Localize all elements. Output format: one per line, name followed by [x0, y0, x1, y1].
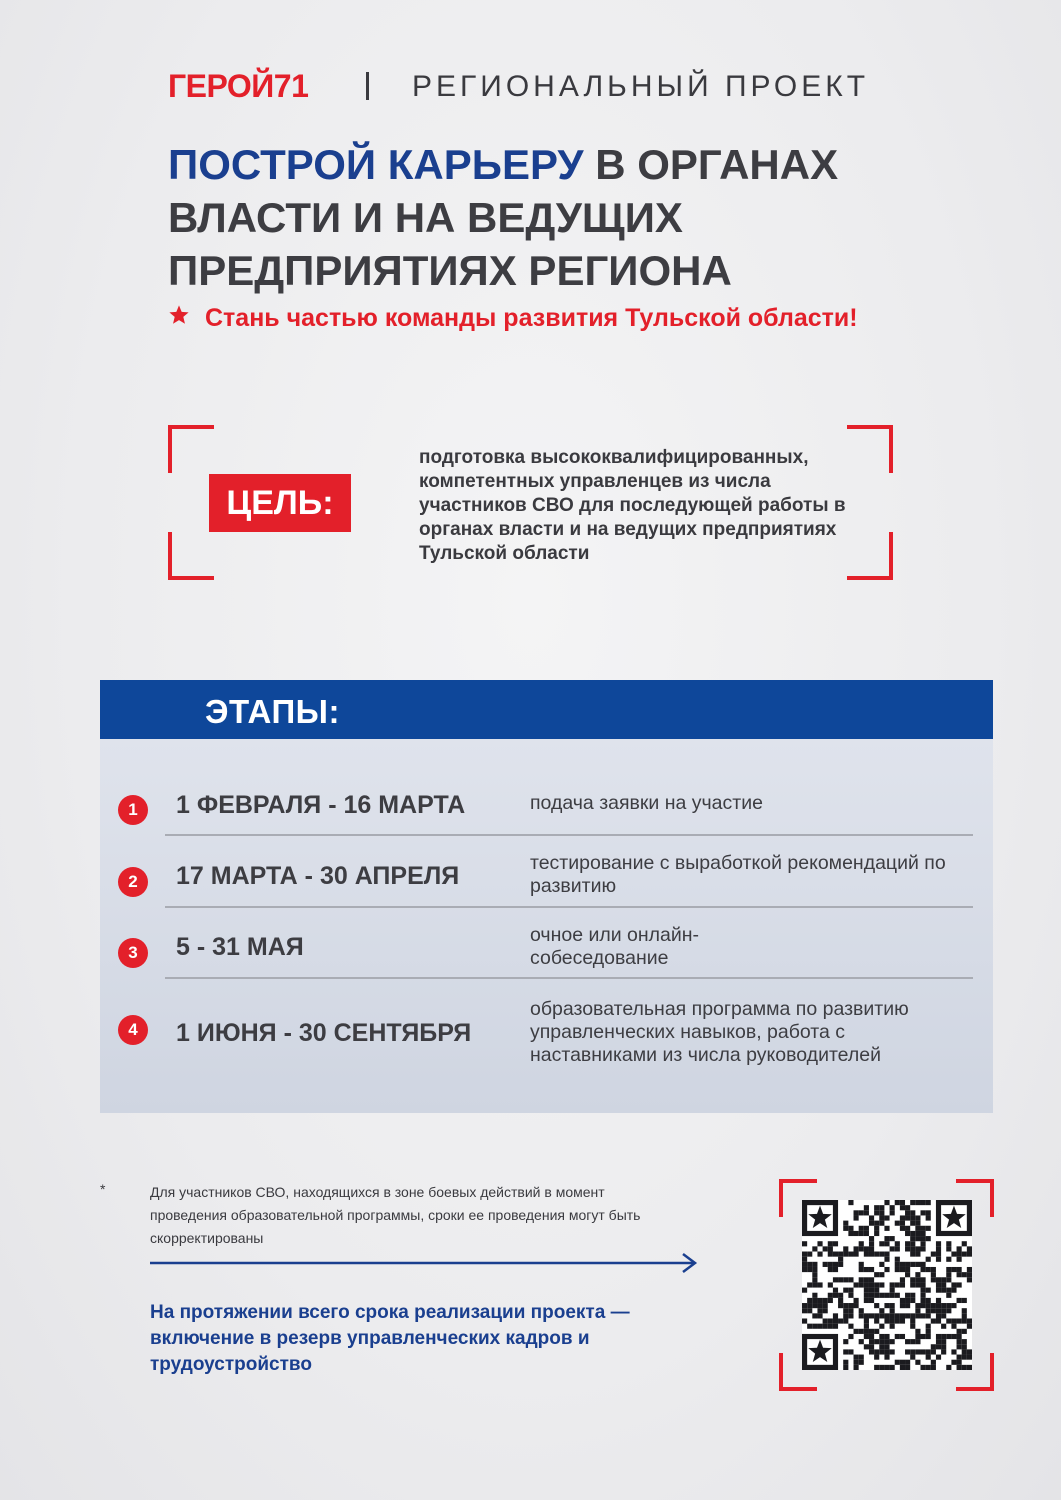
arrow-right-icon [150, 1252, 700, 1274]
footnote-marker: * [100, 1181, 106, 1197]
stage-date: 1 ФЕВРАЛЯ - 16 МАРТА [176, 791, 466, 819]
tagline: Стань частью команды развития Тульской области! [205, 304, 858, 332]
stage-divider [165, 906, 973, 908]
qr-code-icon[interactable] [802, 1200, 972, 1370]
goal-frame-corner [847, 532, 893, 580]
stage-description: тестирование с выработкой рекомендаций по развитию [530, 852, 946, 897]
brand-separator [366, 72, 369, 100]
stage-description: очное или онлайн-собеседование [530, 924, 700, 969]
goal-frame-corner [847, 425, 893, 473]
stage-description: образовательная программа по развитию управленческих навыков, работа с наставниками из числа руководителей [530, 998, 909, 1066]
brand-logo: ГЕРОЙ71 [168, 68, 309, 104]
stage-number-badge: 1 [118, 795, 148, 825]
stage-number-badge: 3 [118, 938, 148, 968]
goal-label: ЦЕЛЬ: [209, 474, 351, 532]
goal-frame-corner [168, 425, 214, 473]
stage-number-badge: 4 [118, 1015, 148, 1045]
stage-date: 17 МАРТА - 30 АПРЕЛЯ [176, 862, 460, 890]
brand-subtitle: РЕГИОНАЛЬНЫЙ ПРОЕКТ [412, 70, 870, 103]
headline [168, 138, 928, 297]
headline-line1-rest: В ОРГАНАХ [583, 141, 839, 188]
stage-divider [165, 977, 973, 979]
headline-line2: ВЛАСТИ И НА ВЕДУЩИХ [168, 194, 683, 241]
stage-number-badge: 2 [118, 867, 148, 897]
footnote-text: Для участников СВО, находящихся в зоне боевых действий в момент проведения образовательной программы, сроки ее проведения могут быть скорректированы [150, 1184, 641, 1246]
reserve-text: На протяжении всего срока реализации проекта — включение в резерв управленческих кадров и трудоустройство [150, 1302, 630, 1375]
stage-date: 1 ИЮНЯ - 30 СЕНТЯБРЯ [176, 1019, 472, 1047]
star-icon [168, 304, 190, 326]
stage-divider [165, 834, 973, 836]
stage-date: 5 - 31 МАЯ [176, 933, 304, 961]
headline-line3: ПРЕДПРИЯТИЯХ РЕГИОНА [168, 247, 732, 294]
stages-title: ЭТАПЫ: [205, 693, 340, 730]
goal-text: подготовка высококвалифицированных, компетентных управленцев из числа участников СВО для последующей работы в органах власти и на ведущих предприятиях Тульской области [419, 447, 846, 564]
stage-description: подача заявки на участие [530, 792, 763, 814]
headline-highlight: ПОСТРОЙ КАРЬЕРУ [168, 141, 584, 188]
goal-frame-corner [168, 532, 214, 580]
